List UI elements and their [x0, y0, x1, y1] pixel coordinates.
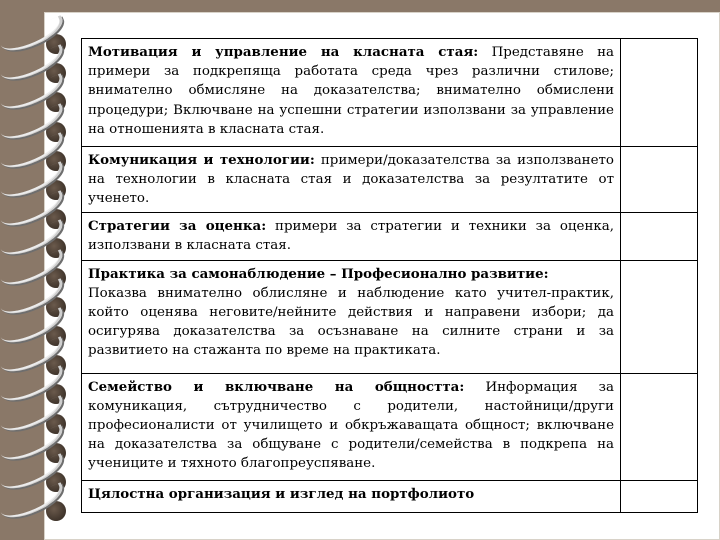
criterion-cell: [82, 147, 621, 213]
criterion-title: Мотивация и управление на класната стая:: [88, 44, 479, 60]
table-row: [82, 260, 698, 373]
criterion-text: Информация за комуникация, сътрудничество с родители, настойници/други професионалисти от училището и обкръжаващата общност; включване на доказателства за общуване с родители/семейства в подкрепа на учениците и тяхното благопреуспяване.: [88, 379, 614, 472]
score-cell[interactable]: [621, 260, 698, 373]
criterion-cell: [82, 212, 621, 260]
criterion-title: Практика за самонаблюдение – Професионално развитие:: [88, 265, 549, 282]
criterion-text: Представяне на примери за подкрепяща работата среда чрез различни стилове; внимателно обмисляне на доказателства; внимателно обмислени процедури; Включване на успешни стратегии използвани за управление на отношенията в класната стая.: [88, 45, 615, 137]
score-cell[interactable]: [621, 212, 698, 260]
table-row: [82, 480, 698, 512]
criterion-title: Комуникация и технологии:: [88, 152, 315, 168]
score-cell[interactable]: [621, 39, 698, 147]
score-cell[interactable]: [621, 373, 698, 480]
portfolio-criteria-table: [81, 38, 698, 513]
score-cell[interactable]: [621, 147, 698, 213]
criterion-text: Показва внимателно облисляне и наблюдение като учител-практик, който оценява неговите/нейните действия и направени избори; да осигурява доказателства за осъзнаване на силните страни и за развитието на стажанта по време на практиката.: [88, 285, 614, 359]
criterion-text: примери за стратегии и техники за оценка, използвани в класната стая.: [88, 218, 614, 253]
criterion-title: Семейство и включване на общността:: [88, 378, 465, 395]
criterion-title: Стратегии за оценка:: [88, 217, 267, 234]
score-cell[interactable]: [621, 480, 698, 512]
criterion-title: Цялостна организация и изглед на портфолиото: [88, 485, 475, 502]
table-row: [82, 39, 698, 147]
criterion-text: примери/доказателства за използването на технологии в класната стая и доказателства за резултатите от ученето.: [88, 153, 614, 207]
criterion-cell: [82, 260, 621, 373]
table-row: [82, 373, 698, 480]
criterion-cell: [82, 39, 621, 147]
table-row: [82, 212, 698, 260]
criterion-cell: [82, 373, 621, 480]
table-row: [82, 147, 698, 213]
criterion-cell: [82, 480, 621, 512]
